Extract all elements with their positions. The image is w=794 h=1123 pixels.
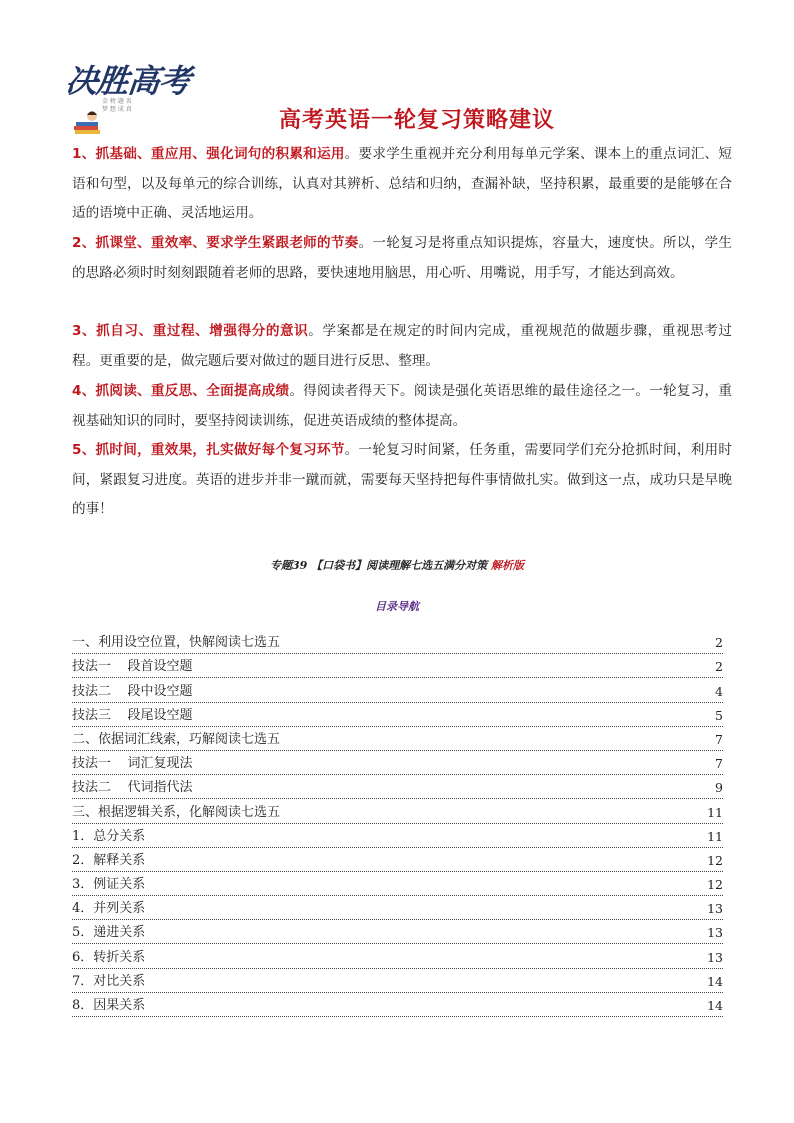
toc-entry[interactable]: 2．解释关系 12 — [72, 848, 723, 872]
strategy-paragraph-3: 3、抓自习、重过程、增强得分的意识。学案都是在规定的时间内完成，重视规范的做题步骤，重视思考过程。更重要的是，做完题后要对做过的题目进行反思、整理。 — [72, 323, 732, 369]
toc-entry[interactable]: 6．转折关系 13 — [72, 944, 723, 968]
page-title: 高考英语一轮复习策略建议 — [278, 108, 555, 133]
toc-title: 目录导航 — [375, 600, 419, 613]
toc-entry[interactable]: 4．并列关系 13 — [72, 896, 723, 920]
toc-entry[interactable]: 3．例证关系 12 — [72, 872, 723, 896]
toc-entry[interactable]: 技法二 代词指代法 9 — [72, 775, 723, 799]
toc-entry[interactable]: 三、根据逻辑关系，化解阅读七选五 11 — [72, 799, 723, 823]
toc-entry[interactable]: 二、依据词汇线索，巧解阅读七选五 7 — [72, 727, 723, 751]
toc-entry[interactable]: 5．递进关系 13 — [72, 920, 723, 944]
logo-tagline: 金 榜 题 名 梦 想 成 真 — [102, 98, 132, 113]
toc-entry[interactable]: 技法二 段中设空题 4 — [72, 678, 723, 702]
strategy-paragraph-5: 5、抓时间，重效果，扎实做好每个复习环节。一轮复习时间紧，任务重，需要同学们充分抢抓时间，利用时间，紧跟复习进度。英语的进步并非一蹴而就，需要每天坚持把每件事情做扎实。做到这一点，成功只是早晚的事！ — [72, 442, 732, 517]
table-of-contents — [72, 630, 723, 1017]
toc-entry[interactable]: 技法一 段首设空题 2 — [72, 654, 723, 678]
toc-entry[interactable]: 1．总分关系 11 — [72, 824, 723, 848]
strategy-paragraph-2: 2、抓课堂、重效率、要求学生紧跟老师的节奏。一轮复习是将重点知识提炼，容量大，速度快。所以，学生的思路必须时时刻刻跟随着老师的思路，要快速地用脑思，用心听、用嘴说，用手写，才能达到高效。 — [72, 235, 732, 281]
logo-text: 决胜高考 — [63, 62, 192, 100]
strategy-paragraph-1: 1、抓基础、重应用、强化词句的积累和运用。要求学生重视并充分利用每单元学案、课本上的重点词汇、短语和句型，以及每单元的综合训练，认真对其辨析、总结和归纳，查漏补缺，坚持积累，最重要的是能够在合适的语境中正确、灵活地运用。 — [72, 146, 732, 221]
strategy-paragraph-4: 4、抓阅读、重反思、全面提高成绩。得阅读者得天下。阅读是强化英语思维的最佳途径之一。一轮复习，重视基础知识的同时，要坚持阅读训练，促进英语成绩的整体提高。 — [72, 383, 732, 429]
topic-subheading: 专题39 【口袋书】阅读理解七选五满分对策 解析版 — [270, 559, 524, 572]
toc-entry[interactable]: 一、利用设空位置，快解阅读七选五 2 — [72, 630, 723, 654]
toc-entry[interactable]: 技法一 词汇复现法 7 — [72, 751, 723, 775]
edition-tag: 解析版 — [490, 559, 524, 572]
toc-entry[interactable]: 技法三 段尾设空题 5 — [72, 703, 723, 727]
toc-entry[interactable]: 8．因果关系 14 — [72, 993, 723, 1017]
toc-entry[interactable]: 7．对比关系 14 — [72, 969, 723, 993]
